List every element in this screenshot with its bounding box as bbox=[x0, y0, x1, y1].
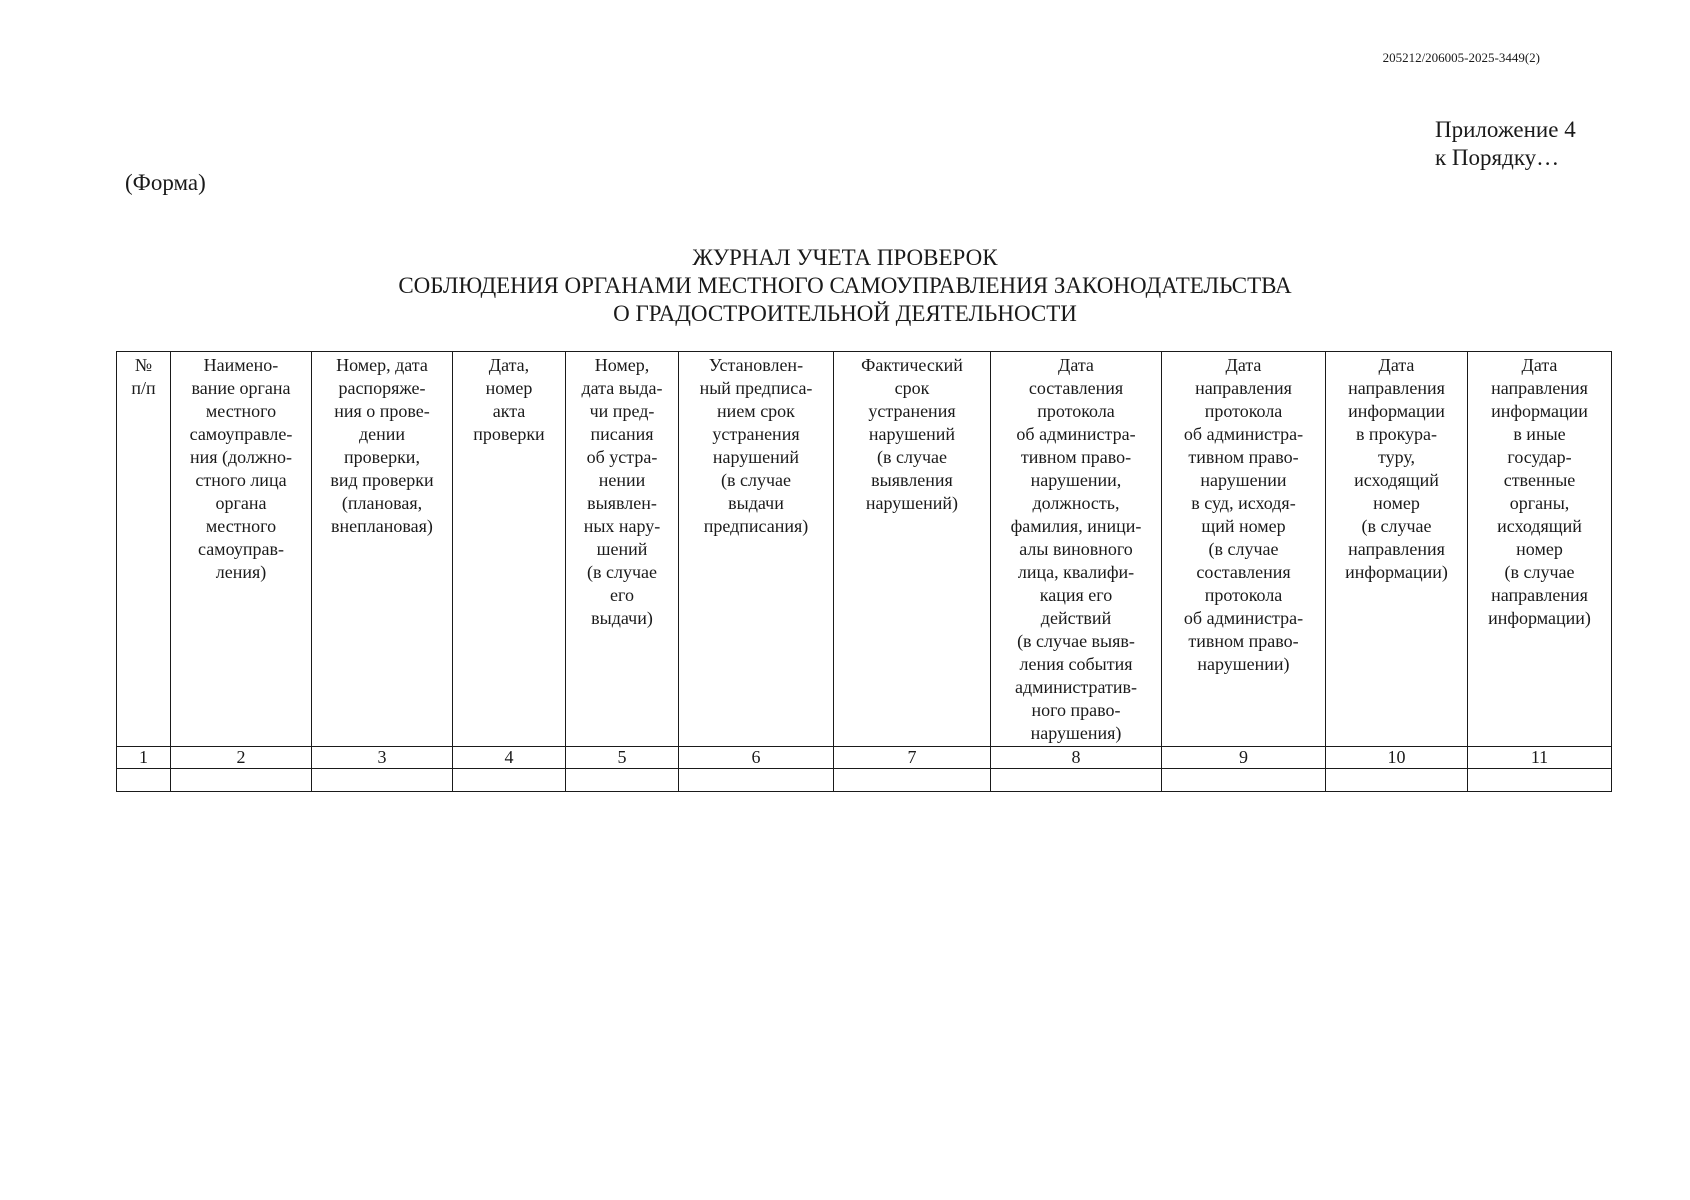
header-cell-3: Номер, дата распоряже- ния о прове- дении проверки, вид проверки (плановая, внеплановая) bbox=[312, 352, 453, 747]
journal-table bbox=[116, 351, 1612, 792]
column-number-row bbox=[117, 747, 1612, 769]
column-number-1: 1 bbox=[117, 747, 171, 769]
empty-cell bbox=[171, 769, 312, 792]
column-number-5: 5 bbox=[566, 747, 679, 769]
header-cell-9: Дата направления протокола об администра- тивном право- нарушении в суд, исходя- щий номер (в случае составления протокола об администра- тивном право- нарушении) bbox=[1162, 352, 1326, 747]
header-row bbox=[117, 352, 1612, 747]
column-number-7: 7 bbox=[834, 747, 991, 769]
empty-cell bbox=[117, 769, 171, 792]
appendix-line-2: к Порядку… bbox=[1435, 145, 1560, 170]
empty-cell bbox=[453, 769, 566, 792]
document-title bbox=[0, 244, 1690, 328]
empty-cell bbox=[991, 769, 1162, 792]
empty-cell bbox=[834, 769, 991, 792]
column-number-8: 8 bbox=[991, 747, 1162, 769]
empty-table-row bbox=[117, 769, 1612, 792]
header-cell-1: № п/п bbox=[117, 352, 171, 747]
column-number-10: 10 bbox=[1326, 747, 1468, 769]
column-number-11: 11 bbox=[1468, 747, 1612, 769]
empty-cell bbox=[1468, 769, 1612, 792]
header-cell-8: Дата составления протокола об администра- тивном право- нарушении, должность, фамилия, иници- алы виновного лица, квалифи- кация его действий (в случае выяв- ления события административ- ного право- нарушения) bbox=[991, 352, 1162, 747]
header-cell-11: Дата направления информации в иные государ- ственные органы, исходящий номер (в случае направления информации) bbox=[1468, 352, 1612, 747]
title-line-2: СОБЛЮДЕНИЯ ОРГАНАМИ МЕСТНОГО САМОУПРАВЛЕНИЯ ЗАКОНОДАТЕЛЬСТВА bbox=[398, 273, 1292, 298]
appendix-reference bbox=[1435, 116, 1576, 172]
empty-cell bbox=[1162, 769, 1326, 792]
column-number-9: 9 bbox=[1162, 747, 1326, 769]
title-line-3: О ГРАДОСТРОИТЕЛЬНОЙ ДЕЯТЕЛЬНОСТИ bbox=[613, 301, 1077, 326]
header-cell-6: Установлен- ный предписа- нием срок устранения нарушений (в случае выдачи предписания) bbox=[679, 352, 834, 747]
empty-cell bbox=[679, 769, 834, 792]
column-number-3: 3 bbox=[312, 747, 453, 769]
appendix-line-1: Приложение 4 bbox=[1435, 117, 1576, 142]
empty-cell bbox=[566, 769, 679, 792]
header-cell-4: Дата, номер акта проверки bbox=[453, 352, 566, 747]
column-number-6: 6 bbox=[679, 747, 834, 769]
empty-cell bbox=[312, 769, 453, 792]
column-number-4: 4 bbox=[453, 747, 566, 769]
header-cell-2: Наимено- вание органа местного самоуправле- ния (должно- стного лица органа местного самоуправ- ления) bbox=[171, 352, 312, 747]
header-cell-7: Фактический срок устранения нарушений (в случае выявления нарушений) bbox=[834, 352, 991, 747]
header-cell-10: Дата направления информации в прокура- туру, исходящий номер (в случае направления информации) bbox=[1326, 352, 1468, 747]
empty-cell bbox=[1326, 769, 1468, 792]
form-label: (Форма) bbox=[125, 170, 206, 195]
header-cell-5: Номер, дата выда- чи пред- писания об устра- нении выявлен- ных нару- шений (в случае его выдачи) bbox=[566, 352, 679, 747]
title-line-1: ЖУРНАЛ УЧЕТА ПРОВЕРОК bbox=[692, 245, 998, 270]
document-id: 205212/206005-2025-3449(2) bbox=[1382, 50, 1540, 65]
column-number-2: 2 bbox=[171, 747, 312, 769]
